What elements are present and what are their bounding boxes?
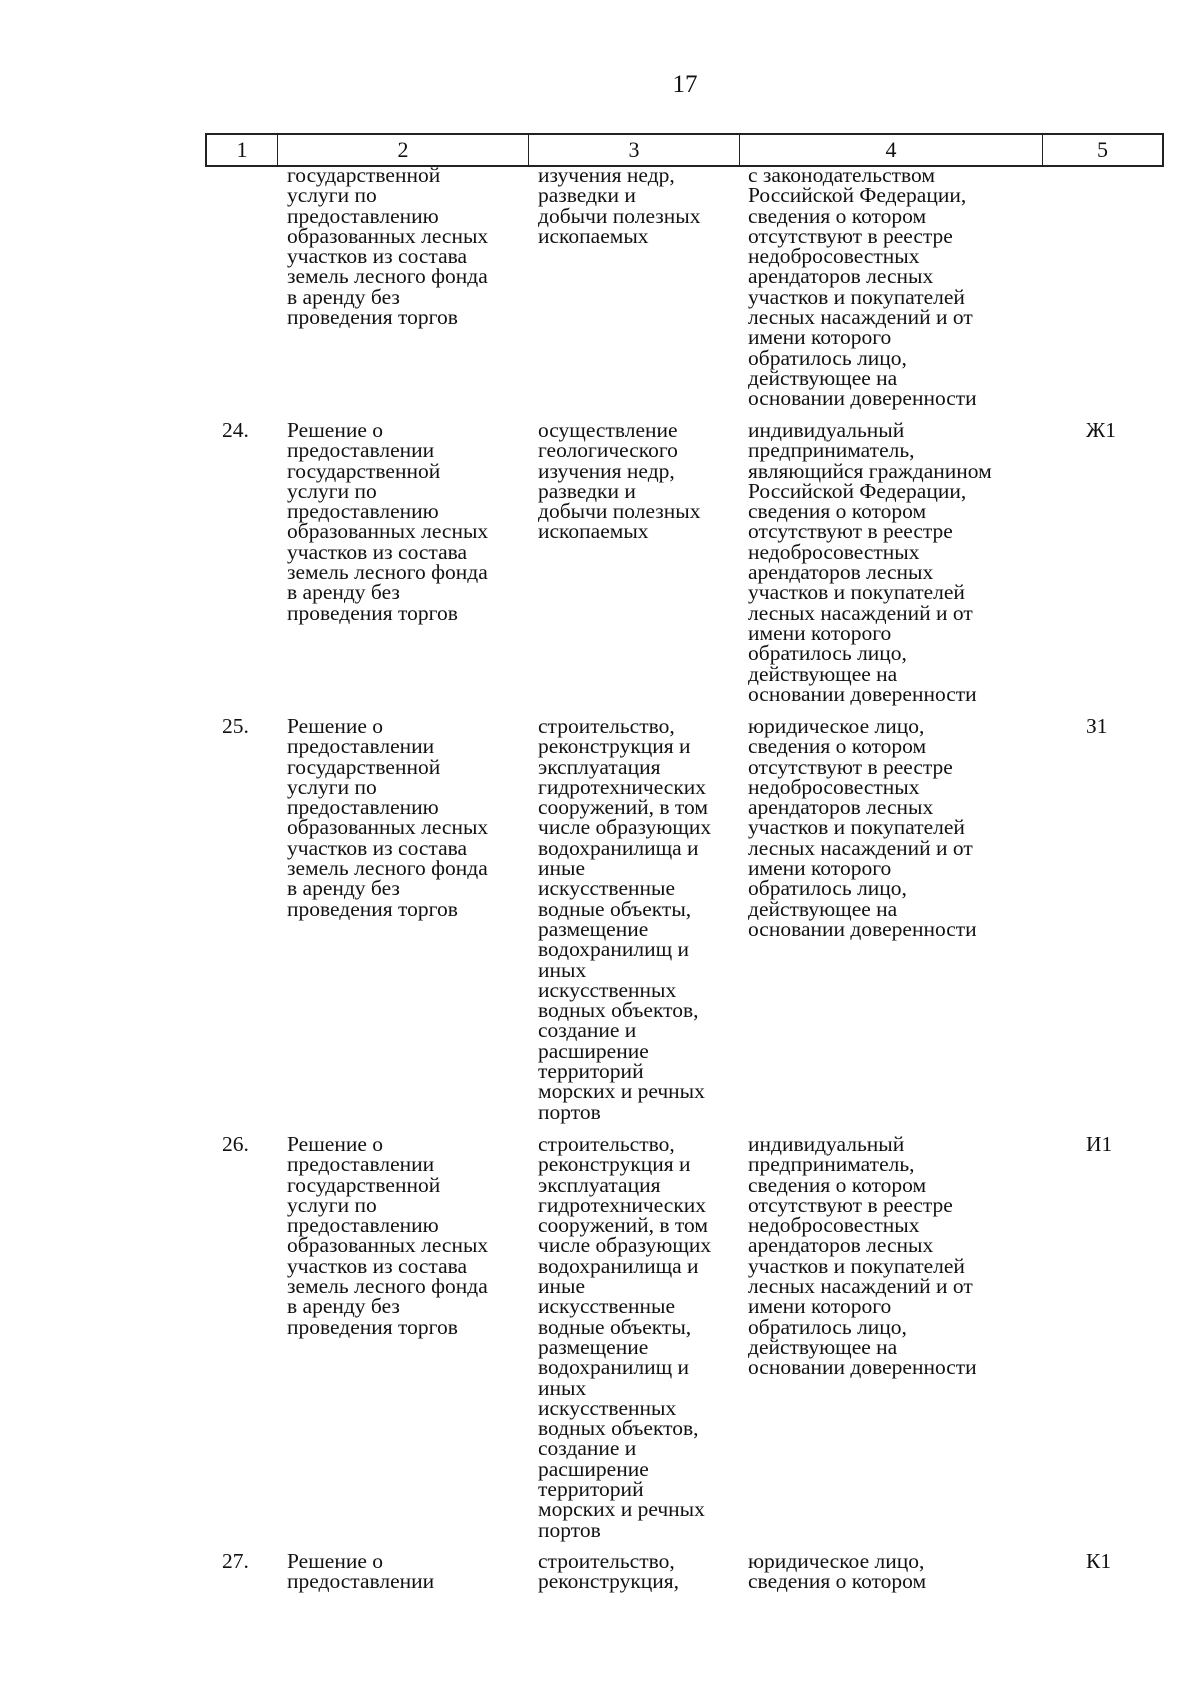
row-25-service: Решение о предоставлении государственной услуги по предоставлению образованных лесных участков из состава земель лесного фонда в аренду без проведения торгов [287, 714, 489, 921]
row-24-service: Решение о предоставлении государственной услуги по предоставлению образованных лесных участков из состава земель лесного фонда в аренду без проведения торгов [287, 418, 489, 625]
row-27-number: 27. [222, 1549, 249, 1573]
row-24-applicant: индивидуальный предприниматель, являющийся гражданином Российской Федерации, сведения о котором отсутствуют в реестре недобросовестных арендаторов лесных участков и покупателей лесных насаждений и от имени которого обратилось лицо, действующее на основании доверенности [748, 418, 992, 706]
row-26-number: 26. [222, 1132, 249, 1156]
row-26-purpose: строительство, реконструкция и эксплуатация гидротехнических сооружений, в том числе образующих водохранилища и иные искусственные водные объекты, размещение водохранилищ и иных искусственных водных объектов, создание и расширение территорий морских и речных портов [538, 1132, 712, 1542]
row-26-code: И1 [1086, 1132, 1113, 1156]
row-25-applicant: юридическое лицо, сведения о котором отсутствуют в реестре недобросовестных арендаторов лесных участков и покупателей лесных насаждений и от имени которого обратилось лицо, действующее на основании доверенности [748, 714, 977, 941]
row-27-applicant: юридическое лицо, сведения о котором [748, 1549, 927, 1594]
row-24-purpose: осуществление геологического изучения недр, разведки и добычи полезных ископаемых [538, 418, 701, 544]
continuation-purpose: изучения недр, разведки и добычи полезных ископаемых [538, 163, 701, 248]
page-number: 17 [672, 71, 698, 98]
continuation-service: государственной услуги по предоставлению образованных лесных участков из состава земель лесного фонда в аренду без проведения торгов [287, 163, 489, 330]
row-27-code: К1 [1086, 1549, 1112, 1573]
continuation-applicant: с законодательством Российской Федерации, сведения о котором отсутствуют в реестре недобросовестных арендаторов лесных участков и покупателей лесных насаждений и от имени которого обратилось лицо, действующее на основании доверенности [748, 163, 977, 411]
header-col-4: 4 [740, 135, 1043, 165]
row-26-service: Решение о предоставлении государственной услуги по предоставлению образованных лесных участков из состава земель лесного фонда в аренду без проведения торгов [287, 1132, 489, 1339]
row-25-purpose: строительство, реконструкция и эксплуатация гидротехнических сооружений, в том числе образующих водохранилища и иные искусственные водные объекты, размещение водохранилищ и иных искусственных водных объектов, создание и расширение территорий морских и речных портов [538, 714, 712, 1124]
row-27-service: Решение о предоставлении [287, 1549, 435, 1594]
row-24-number: 24. [222, 418, 249, 442]
row-26-applicant: индивидуальный предприниматель, сведения о котором отсутствуют в реестре недобросовестных арендаторов лесных участков и покупателей лесных насаждений и от имени которого обратилось лицо, действующее на основании доверенности [748, 1132, 977, 1380]
header-col-1: 1 [207, 135, 278, 165]
row-27-purpose: строительство, реконструкция, [538, 1549, 680, 1594]
row-25-number: 25. [222, 714, 249, 738]
header-col-3: 3 [529, 135, 740, 165]
header-col-2: 2 [278, 135, 529, 165]
header-col-5: 5 [1097, 137, 1108, 162]
table-header-row [205, 133, 1164, 167]
row-24-code: Ж1 [1086, 418, 1117, 442]
row-25-code: З1 [1086, 714, 1108, 738]
